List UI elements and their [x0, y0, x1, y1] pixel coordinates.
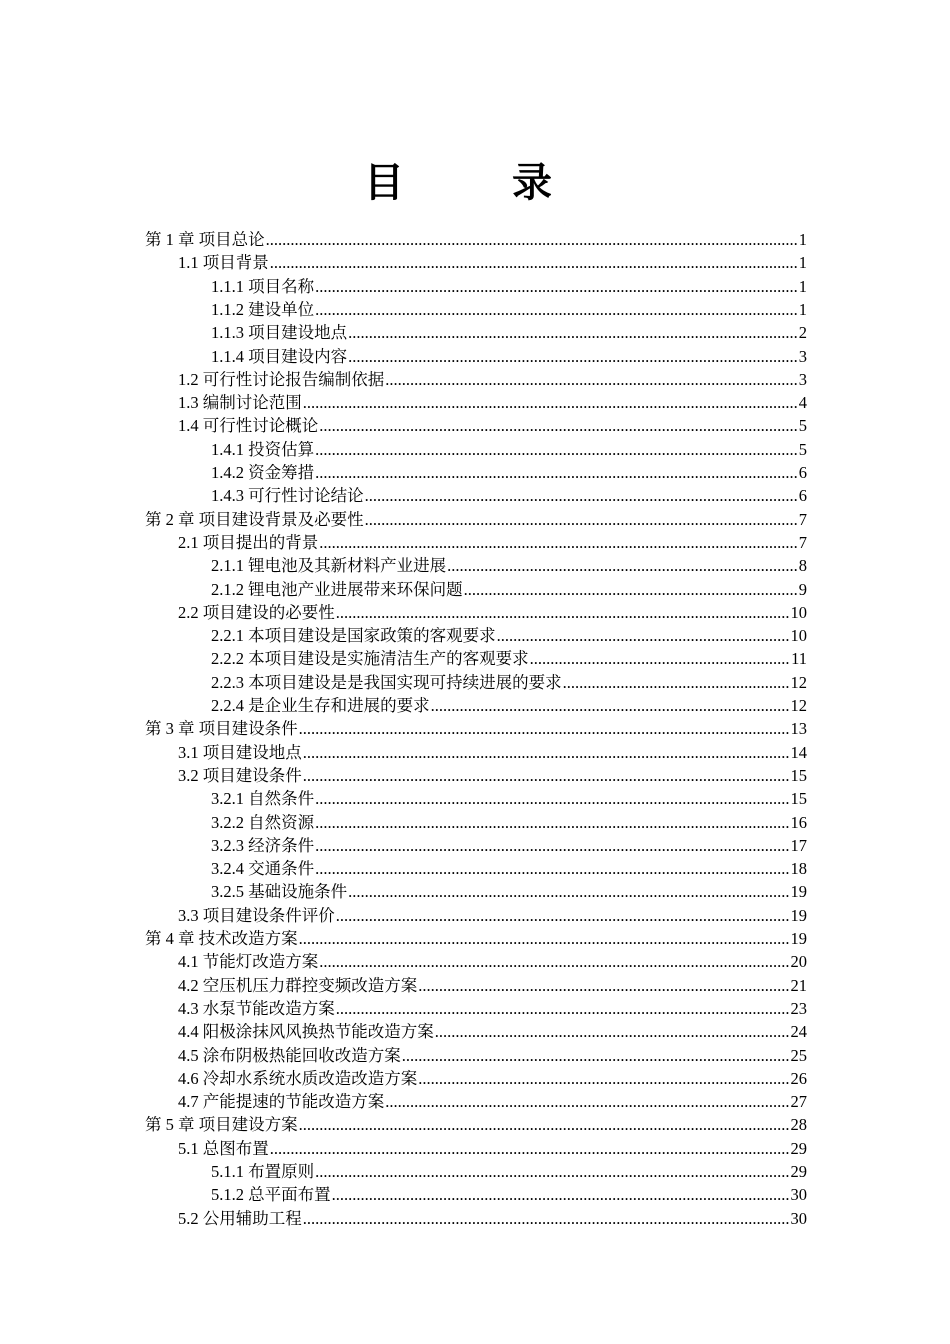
toc-entry-label: 2.2.1 本项目建设是国家政策的客观要求 [211, 626, 496, 646]
toc-entry[interactable] [211, 623, 807, 646]
toc-entry-label: 1.3 编制讨论范围 [178, 393, 302, 413]
toc-entry-label: 5.1 总图布置 [178, 1138, 269, 1158]
toc-leader-dots [266, 230, 798, 250]
toc-leader-dots [303, 766, 790, 786]
toc-entry-label: 2.1.2 锂电池产业进展带来环保问题 [211, 579, 463, 599]
toc-entry-label: 4.5 涂布阴极热能回收改造方案 [178, 1045, 401, 1065]
toc-entry[interactable] [178, 949, 807, 972]
toc-entry[interactable] [211, 297, 807, 320]
toc-entry[interactable] [211, 437, 807, 460]
toc-entry-page-number: 12 [790, 696, 807, 715]
toc-entry[interactable] [178, 1043, 807, 1066]
toc-leader-dots [299, 1115, 790, 1135]
toc-entry-label: 1.2 可行性讨论报告编制依据 [178, 369, 385, 389]
toc-entry-page-number: 3 [798, 346, 807, 366]
toc-leader-dots [319, 952, 789, 972]
toc-entry-label: 第 1 章 项目总论 [145, 230, 265, 249]
toc-entry-page-number: 16 [790, 812, 807, 832]
toc-entry[interactable] [211, 646, 807, 669]
toc-entry-label: 4.7 产能提速的节能改造方案 [178, 1092, 385, 1112]
toc-entry-page-number: 20 [790, 952, 807, 972]
toc-entry-label: 2.2.2 本项目建设是实施清洁生产的客观要求 [211, 649, 529, 669]
toc-leader-dots [365, 486, 798, 506]
toc-entry-label: 3.2 项目建设条件 [178, 765, 302, 785]
toc-entry[interactable] [178, 973, 807, 996]
toc-entry-page-number: 15 [790, 789, 807, 809]
toc-entry[interactable] [211, 856, 807, 879]
toc-entry-page-number: 24 [790, 1022, 807, 1042]
toc-entry[interactable] [211, 693, 807, 716]
toc-leader-dots [464, 580, 798, 600]
toc-entry[interactable] [178, 530, 807, 553]
toc-entry[interactable] [211, 670, 807, 693]
toc-entry[interactable] [145, 1112, 807, 1135]
toc-entry-page-number: 1 [798, 276, 807, 296]
toc-entry-label: 2.2.4 是企业生存和进展的要求 [211, 696, 430, 715]
toc-leader-dots [303, 1209, 790, 1229]
toc-leader-dots [303, 743, 790, 763]
toc-leader-dots [315, 300, 798, 320]
toc-entry[interactable] [211, 786, 807, 809]
toc-entry-page-number: 19 [790, 929, 807, 948]
toc-entry-page-number: 15 [790, 765, 807, 785]
toc-leader-dots [315, 789, 789, 809]
toc-entry-label: 2.1.1 锂电池及其新材料产业进展 [211, 556, 447, 576]
toc-leader-dots [315, 440, 798, 460]
toc-entry-label: 3.3 项目建设条件评价 [178, 905, 335, 925]
toc-entry-page-number: 10 [790, 626, 807, 646]
toc-entry[interactable] [211, 1182, 807, 1205]
toc-entry-page-number: 17 [790, 835, 807, 855]
toc-entry[interactable] [211, 879, 807, 902]
toc-leader-dots [530, 649, 790, 669]
toc-entry[interactable] [211, 833, 807, 856]
toc-entry-label: 2.2.3 本项目建设是是我国实现可持续进展的要求 [211, 672, 562, 692]
toc-entry[interactable] [178, 996, 807, 1019]
toc-entry[interactable] [178, 413, 807, 436]
toc-entry-page-number: 23 [790, 998, 807, 1018]
toc-entry[interactable] [178, 367, 807, 390]
toc-entry-label: 1.1 项目背景 [178, 253, 269, 273]
toc-entry-page-number: 1 [798, 230, 807, 249]
toc-leader-dots [299, 719, 790, 739]
toc-entry-label: 3.2.4 交通条件 [211, 859, 315, 879]
toc-leader-dots [315, 1162, 789, 1182]
toc-entry-label: 4.1 节能灯改造方案 [178, 952, 319, 972]
toc-entry[interactable] [145, 507, 807, 530]
toc-entry[interactable] [211, 577, 807, 600]
toc-entry-page-number: 4 [798, 393, 807, 413]
toc-entry-page-number: 30 [790, 1185, 807, 1205]
toc-entry[interactable] [178, 250, 807, 273]
toc-leader-dots [348, 347, 798, 367]
toc-entry-label: 1.4.1 投资估算 [211, 439, 315, 459]
toc-entry[interactable] [211, 553, 807, 576]
toc-entry-label: 4.2 空压机压力群控变频改造方案 [178, 975, 418, 995]
toc-leader-dots [497, 626, 790, 646]
toc-leader-dots [270, 1139, 790, 1159]
toc-entry-page-number: 14 [790, 742, 807, 762]
toc-entry-page-number: 6 [798, 463, 807, 482]
toc-leader-dots [315, 859, 789, 879]
toc-entry-page-number: 7 [798, 532, 807, 552]
toc-entry-page-number: 5 [798, 416, 807, 436]
toc-leader-dots [385, 1092, 789, 1112]
toc-entry-label: 3.2.2 自然资源 [211, 812, 315, 832]
toc-entry-page-number: 6 [798, 486, 807, 506]
toc-entry-page-number: 29 [790, 1162, 807, 1181]
toc-leader-dots [270, 253, 798, 273]
toc-entry[interactable] [211, 460, 807, 483]
toc-leader-dots [336, 603, 790, 623]
toc-entry[interactable] [178, 1136, 807, 1159]
toc-entry-label: 2.2 项目建设的必要性 [178, 602, 335, 622]
toc-entry-page-number: 26 [790, 1068, 807, 1088]
toc-entry-page-number: 10 [790, 602, 807, 622]
toc-entry[interactable] [178, 740, 807, 763]
toc-leader-dots [336, 999, 790, 1019]
toc-leader-dots [315, 836, 789, 856]
toc-entry-label: 3.2.3 经济条件 [211, 835, 315, 855]
toc-entry[interactable] [211, 344, 807, 367]
toc-leader-dots [348, 882, 789, 902]
toc-entry-page-number: 30 [790, 1208, 807, 1228]
toc-entry[interactable] [178, 390, 807, 413]
toc-entry-label: 第 2 章 项目建设背景及必要性 [145, 509, 364, 529]
toc-entry-page-number: 7 [798, 509, 807, 529]
toc-entry-page-number: 11 [791, 649, 807, 669]
toc-entry[interactable] [178, 763, 807, 786]
toc-entry-label: 1.1.3 项目建设地点 [211, 323, 348, 343]
toc-entry-page-number: 25 [790, 1045, 807, 1065]
toc-entry-page-number: 3 [798, 369, 807, 389]
toc-entry-page-number: 1 [798, 299, 807, 319]
toc-entry-page-number: 19 [790, 905, 807, 925]
toc-leader-dots [348, 323, 798, 343]
toc-entry-page-number: 29 [790, 1138, 807, 1158]
toc-leader-dots [447, 556, 798, 576]
toc-entry-label: 1.4 可行性讨论概论 [178, 416, 319, 436]
toc-leader-dots [319, 416, 798, 436]
toc-leader-dots [435, 1022, 790, 1042]
toc-leader-dots [336, 906, 790, 926]
toc-entry[interactable] [211, 274, 807, 297]
toc-entry[interactable] [211, 810, 807, 833]
toc-leader-dots [365, 510, 798, 530]
toc-entry-label: 3.2.5 基础设施条件 [211, 882, 348, 902]
toc-entry-label: 第 4 章 技术改造方案 [145, 929, 298, 948]
toc-entry[interactable] [178, 1019, 807, 1042]
toc-entry-label: 5.1.2 总平面布置 [211, 1185, 331, 1205]
toc-entry-label: 5.1.1 布置原则 [211, 1162, 315, 1181]
toc-leader-dots [332, 1185, 790, 1205]
toc-leader-dots [299, 929, 790, 949]
toc-leader-dots [315, 813, 789, 833]
toc-leader-dots [315, 277, 798, 297]
toc-leader-dots [431, 696, 790, 716]
toc-leader-dots [563, 673, 790, 693]
toc-entry-page-number: 27 [790, 1092, 807, 1112]
toc-entry-page-number: 8 [798, 556, 807, 576]
toc-leader-dots [402, 1046, 790, 1066]
toc-entry-page-number: 1 [798, 253, 807, 273]
toc-entry[interactable] [211, 320, 807, 343]
toc-leader-dots [418, 1069, 789, 1089]
toc-entry-label: 3.1 项目建设地点 [178, 742, 302, 762]
toc-entry-page-number: 12 [790, 672, 807, 692]
toc-title: 目 录 [364, 159, 586, 206]
toc-entry-page-number: 18 [790, 859, 807, 879]
toc-leader-dots [315, 463, 798, 483]
toc-entry[interactable] [145, 227, 807, 250]
toc-entry[interactable] [211, 1159, 807, 1182]
toc-leader-dots [418, 976, 789, 996]
toc-entry-page-number: 19 [790, 882, 807, 902]
toc-entry-page-number: 2 [798, 323, 807, 343]
toc-entry-label: 4.6 冷却水系统水质改造改造方案 [178, 1068, 418, 1088]
toc-entry[interactable] [145, 716, 807, 739]
toc-entry[interactable] [178, 1089, 807, 1112]
toc-entry-page-number: 13 [790, 719, 807, 739]
toc-entry-label: 5.2 公用辅助工程 [178, 1208, 302, 1228]
toc-entry-page-number: 5 [798, 439, 807, 459]
toc-entry-label: 1.1.4 项目建设内容 [211, 346, 348, 366]
toc-entry[interactable] [211, 483, 807, 506]
toc-entry-label: 第 3 章 项目建设条件 [145, 719, 298, 739]
toc-entry-label: 1.4.2 资金筹措 [211, 463, 315, 482]
toc-entry-page-number: 28 [790, 1115, 807, 1135]
toc-entry-label: 3.2.1 自然条件 [211, 789, 315, 809]
toc-entry-label: 1.1.1 项目名称 [211, 276, 315, 296]
toc-leader-dots [385, 370, 798, 390]
toc-entry[interactable] [145, 926, 807, 949]
toc-entry[interactable] [178, 600, 807, 623]
toc-entry-page-number: 21 [790, 975, 807, 995]
toc-entry-label: 1.4.3 可行性讨论结论 [211, 486, 364, 506]
toc-entry-label: 第 5 章 项目建设方案 [145, 1115, 298, 1135]
toc-entry[interactable] [178, 1206, 807, 1229]
toc-entry-page-number: 9 [798, 579, 807, 599]
toc-entry-label: 4.4 阳极涂抹风风换热节能改造方案 [178, 1022, 434, 1042]
toc-entry-label: 1.1.2 建设单位 [211, 299, 315, 319]
toc-leader-dots [319, 533, 798, 553]
toc-entry-label: 4.3 水泵节能改造方案 [178, 998, 335, 1018]
toc-entry-label: 2.1 项目提出的背景 [178, 532, 319, 552]
toc-entry[interactable] [178, 1066, 807, 1089]
toc-entry[interactable] [178, 903, 807, 926]
toc-leader-dots [303, 393, 798, 413]
